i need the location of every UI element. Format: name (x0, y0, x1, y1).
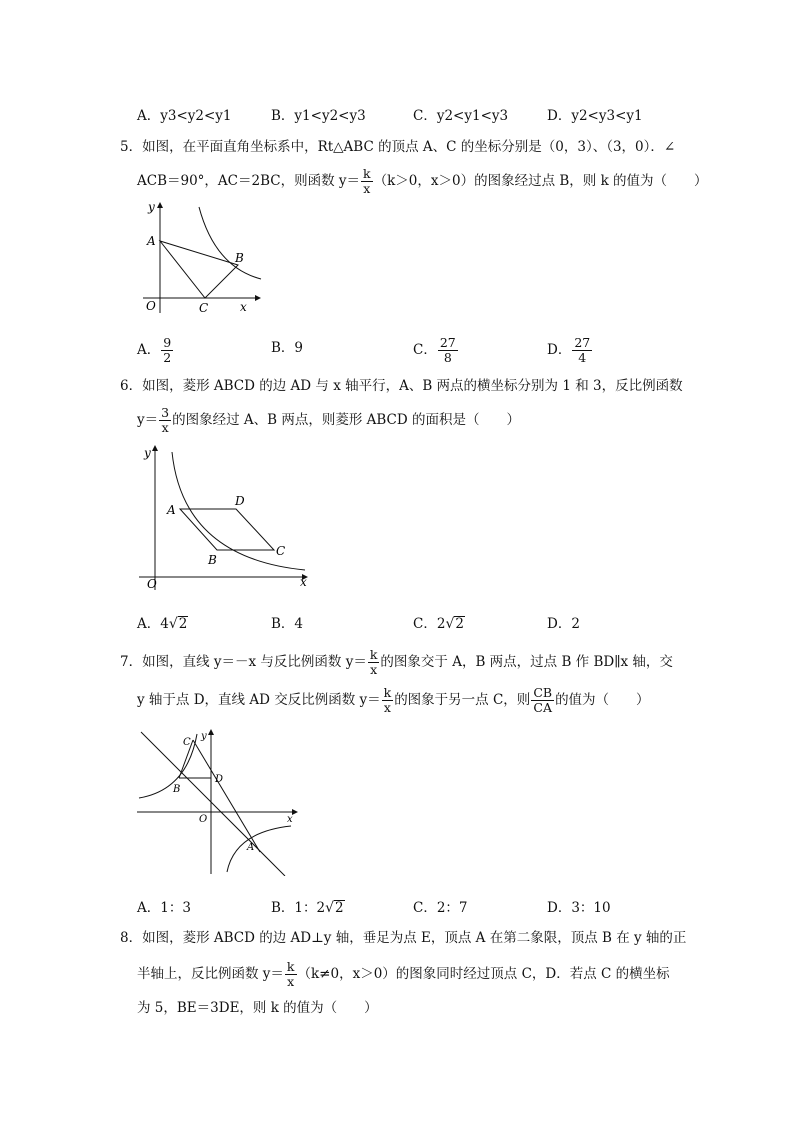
q7-option-d-prefix: D． (547, 900, 572, 916)
q6-label-c: C (276, 544, 286, 558)
q7-option-c-text: 2：7 (436, 900, 468, 916)
q5-line-2-post: （k＞0，x＞0）的图象经过点 B，则 k 的值为（ ） (373, 173, 708, 189)
q6-option-d-text: 2 (571, 616, 580, 632)
q6-label-x: x (300, 575, 307, 589)
q7-option-a[interactable] (137, 896, 191, 916)
q6-frac-den: x (161, 420, 169, 435)
q7-ratio-den: CA (533, 700, 552, 715)
q5-option-a[interactable] (137, 336, 174, 365)
q7-option-c[interactable] (413, 896, 468, 916)
q5-label-o: O (146, 299, 156, 313)
q6-label-d: D (235, 494, 245, 508)
q6-option-d[interactable] (547, 612, 580, 632)
q5-label-y: y (148, 200, 155, 214)
q6-option-b[interactable] (271, 612, 303, 632)
q5-option-c-num: 27 (439, 335, 456, 350)
q5-option-c[interactable] (413, 336, 459, 365)
q7-option-a-prefix: A． (137, 900, 161, 916)
q6-option-a-rad: 2 (178, 616, 188, 632)
q6-figure (135, 440, 315, 595)
q5-option-b-prefix: B． (271, 340, 295, 356)
q8-frac-num: k (286, 959, 295, 974)
q5-frac-den: x (363, 181, 371, 196)
q7-line-1-pre: 7．如图，直线 y＝－x 与反比例函数 y＝ (120, 654, 367, 670)
q7-line-2-mid: 的图象于另一点 C，则 (394, 692, 531, 708)
q7-option-d-text: 3：10 (571, 900, 611, 916)
q7-option-b-prefix: B． (271, 900, 295, 916)
sqrt-icon: √ (325, 900, 335, 916)
q5-line-1: 5．如图，在平面直角坐标系中，Rt△ABC 的顶点 A、C 的坐标分别是（0，3）、（3，0）．∠ (120, 139, 676, 155)
q7-option-b-pre: 1： (294, 900, 317, 916)
q5-label-c: C (199, 301, 209, 315)
q7-frac-2-num: k (383, 685, 392, 700)
q5-fraction (361, 167, 373, 196)
q6-label-b: B (208, 553, 217, 567)
q5-option-a-frac (161, 336, 173, 365)
q8-line-2-pre: 半轴上，反比例函数 y＝ (137, 966, 284, 982)
q6-option-c[interactable] (413, 612, 465, 632)
q7-option-c-prefix: C． (413, 900, 437, 916)
q8-line-2 (137, 960, 670, 989)
q7-frac-1-den: x (370, 662, 378, 677)
q7-fraction-1 (368, 648, 380, 677)
q5-option-c-frac (438, 336, 458, 365)
q8-frac-den: x (287, 974, 295, 989)
q7-label-c: C (183, 737, 191, 748)
q5-option-d-frac (572, 336, 592, 365)
q7-fraction-2 (382, 686, 394, 715)
q6-option-c-prefix: C． (413, 616, 437, 632)
q7-label-a: A (247, 842, 255, 853)
q5-option-d-prefix: D． (547, 342, 572, 358)
q7-option-a-text: 1：3 (160, 900, 191, 916)
q5-option-a-prefix: A． (137, 342, 161, 358)
q5-line-2-pre: ACB＝90°，AC＝2BC，则函数 y＝ (137, 173, 361, 189)
q7-frac-2-den: x (383, 700, 391, 715)
q7-line-1 (120, 648, 673, 677)
q8-line-1: 8．如图，菱形 ABCD 的边 AD⊥y 轴，垂足为点 E，顶点 A 在第二象限，顶点 B 在 y 轴的正 (120, 930, 687, 946)
q6-option-a[interactable] (137, 612, 188, 632)
q5-option-b[interactable] (271, 336, 303, 356)
q6-option-d-prefix: D． (547, 616, 572, 632)
q4-options (137, 104, 697, 128)
q5-option-a-den: 2 (163, 350, 172, 365)
q6-line-2 (137, 406, 520, 435)
q4-option-a[interactable]: A．y3<y2<y1 (137, 108, 232, 124)
q7-label-d: D (215, 774, 224, 785)
q5-option-c-den: 8 (443, 350, 452, 365)
q6-option-b-prefix: B． (271, 616, 295, 632)
q7-option-b[interactable] (271, 896, 345, 916)
q4-option-d[interactable]: D．y2<y3<y1 (547, 108, 643, 124)
q6-line-2-pre: y＝ (137, 412, 159, 428)
q7-line-2-pre: y 轴于点 D，直线 AD 交反比例函数 y＝ (137, 692, 381, 708)
q6-label-a: A (167, 503, 176, 517)
q5-line-2 (137, 167, 708, 196)
q5-option-d-den: 4 (578, 350, 587, 365)
q5-label-x: x (240, 300, 247, 314)
q6-line-1: 6．如图，菱形 ABCD 的边 AD 与 x 轴平行，A、B 两点的横坐标分别为 1 和 3，反比例函数 (120, 378, 683, 394)
q5-options (137, 330, 697, 364)
q7-frac-1-num: k (369, 647, 378, 662)
q5-label-b: B (235, 251, 244, 265)
q7-figure (135, 726, 305, 876)
sqrt-icon: √ (445, 616, 455, 632)
q6-line-2-post: 的图象经过 A、B 两点，则菱形 ABCD 的面积是（ ） (172, 412, 521, 428)
q5-option-b-text: 9 (294, 340, 304, 356)
q5-option-a-num: 9 (163, 335, 172, 350)
q8-line-2-post: （k≠0，x＞0）的图象同时经过顶点 C，D．若点 C 的横坐标 (297, 966, 670, 982)
q6-options (137, 612, 697, 636)
q7-line-1-post: 的图象交于 A，B 两点，过点 B 作 BD∥x 轴，交 (380, 654, 673, 670)
q6-label-o: O (147, 577, 157, 591)
q7-ratio-num: CB (533, 685, 553, 700)
q5-label-a: A (147, 234, 156, 248)
q7-option-b-coef: 2 (316, 900, 326, 916)
q7-line-2-post: 的值为（ ） (555, 692, 650, 708)
q7-label-o: O (199, 814, 208, 825)
q5-option-d[interactable] (547, 336, 593, 365)
q7-label-b: B (173, 784, 181, 795)
q6-option-a-prefix: A． (137, 616, 161, 632)
q6-option-c-rad: 2 (455, 616, 464, 632)
q6-option-c-coef: 2 (436, 616, 446, 632)
q5-figure (135, 195, 270, 320)
q7-option-d[interactable] (547, 896, 611, 916)
q8-fraction (285, 960, 297, 989)
q7-line-2 (137, 686, 650, 715)
q7-label-y: y (201, 731, 207, 742)
q6-option-b-text: 4 (294, 616, 304, 632)
q5-option-d-num: 27 (574, 335, 591, 350)
q6-label-y: y (144, 446, 151, 460)
q7-ratio (531, 686, 554, 715)
q7-option-b-rad: 2 (335, 900, 344, 916)
q7-label-x: x (287, 814, 293, 825)
sqrt-icon: √ (168, 616, 178, 632)
q6-option-a-coef: 4 (160, 616, 169, 632)
q4-option-c[interactable]: C．y2<y1<y3 (413, 108, 509, 124)
q5-frac-num: k (363, 166, 371, 181)
q7-options (137, 896, 697, 920)
q8-line-3: 为 5，BE＝3DE，则 k 的值为（ ） (137, 1000, 378, 1016)
q5-option-c-prefix: C． (413, 342, 437, 358)
q6-fraction (159, 406, 171, 435)
q6-frac-num: 3 (161, 405, 170, 420)
q4-option-b[interactable]: B．y1<y2<y3 (271, 108, 366, 124)
